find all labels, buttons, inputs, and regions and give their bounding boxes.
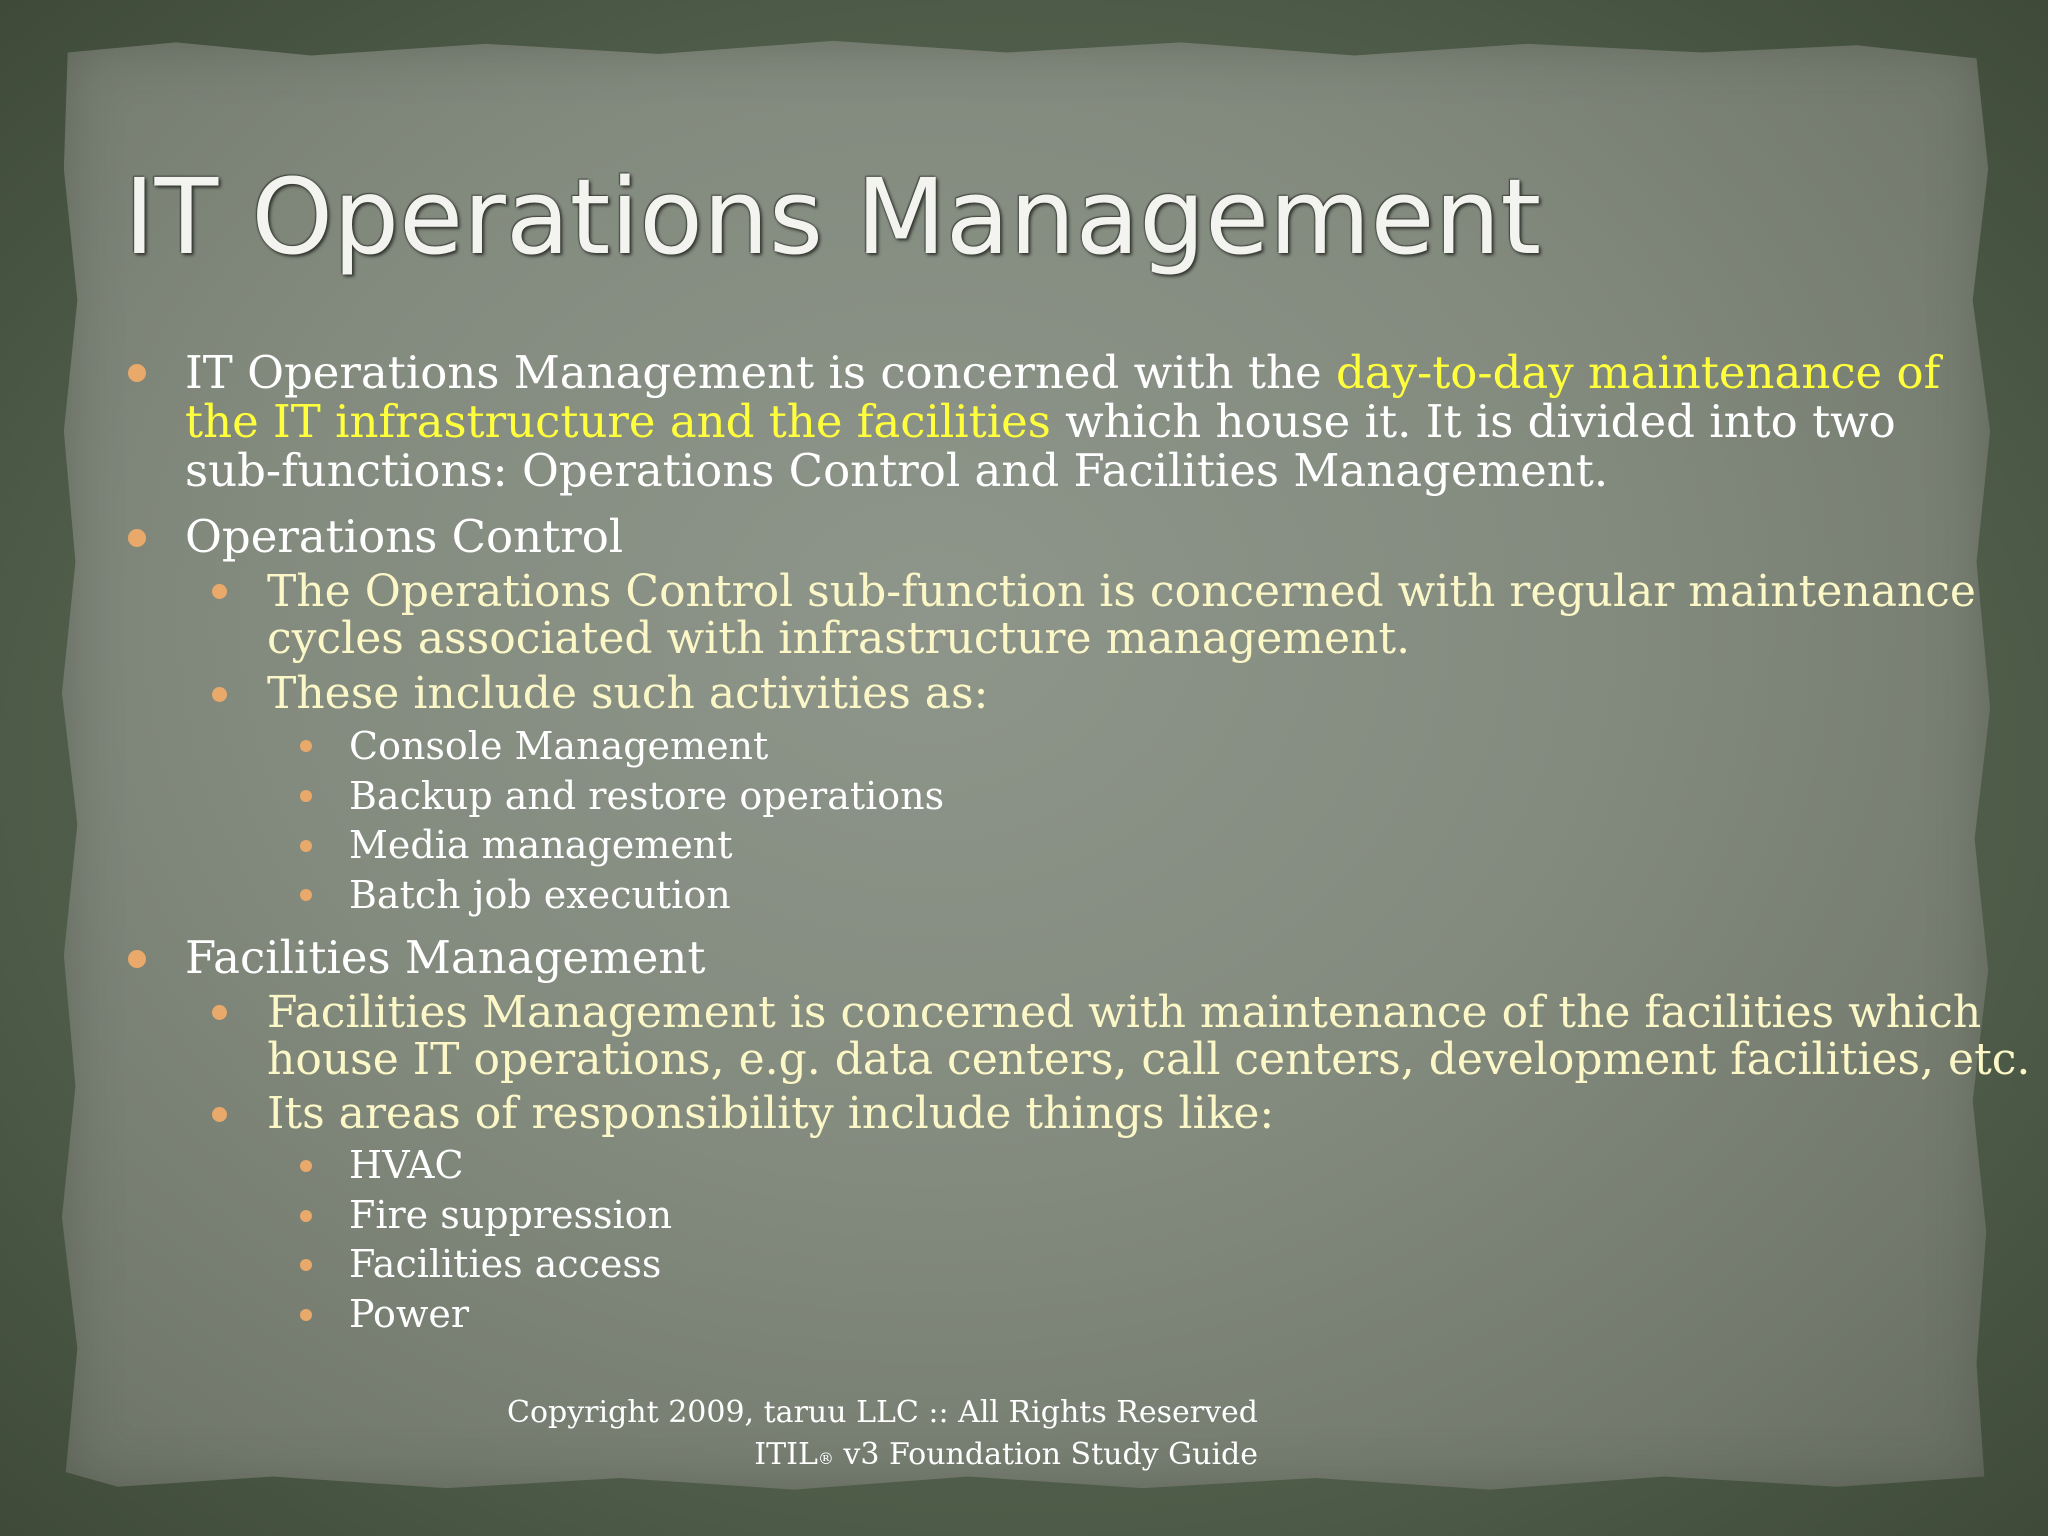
operations-control-heading: Operations Control [185, 510, 624, 563]
fm-desc-line-1: Facilities Management is concerned with maintenance of the facilities which [267, 987, 1982, 1038]
bullet-icon [212, 1005, 227, 1020]
bullet-icon [128, 529, 146, 547]
area-item: Fire suppression [349, 1193, 673, 1237]
operations-control-description [267, 568, 1976, 662]
intro-highlight-2: the IT infrastructure and the facilities [185, 395, 1051, 448]
copyright-line: Copyright 2009, taruu LLC :: All Rights Reserved [506, 1395, 1258, 1430]
intro-highlight-1: day-to-day maintenance of [1335, 346, 1941, 399]
intro-line-3: sub-functions: Operations Control and Facilities Management. [185, 444, 1609, 497]
activity-item: Backup and restore operations [349, 774, 945, 818]
intro-text-after: which house it. It is divided into two [1050, 395, 1896, 448]
slide-title: IT Operations Management [124, 156, 1542, 278]
activity-item: Media management [349, 823, 733, 867]
bullet-icon [300, 1210, 312, 1222]
bullet-icon [212, 1107, 227, 1122]
area-item: HVAC [349, 1143, 464, 1187]
study-guide-line [507, 1434, 1258, 1476]
bullet-icon [300, 1160, 312, 1172]
bullet-icon [212, 584, 227, 599]
activity-item: Console Management [349, 724, 769, 768]
oc-desc-line-1: The Operations Control sub-function is concerned with regular maintenance [267, 566, 1976, 617]
area-item: Power [349, 1292, 470, 1336]
oc-desc-line-2: cycles associated with infrastructure management. [267, 613, 1411, 664]
bullet-icon [128, 364, 146, 382]
bullet-icon [300, 790, 312, 802]
bullet-icon [300, 740, 312, 752]
facilities-management-heading: Facilities Management [185, 931, 706, 984]
activities-heading: These include such activities as: [267, 668, 989, 719]
area-item: Facilities access [349, 1242, 662, 1286]
intro-line-1 [185, 348, 1940, 397]
bullet-icon [300, 1309, 312, 1321]
intro-line-2 [185, 397, 1940, 446]
registered-mark: ® [817, 1449, 834, 1468]
itil-text: ITIL [754, 1437, 818, 1472]
bullet-icon [300, 889, 312, 901]
intro-paragraph [185, 348, 1940, 495]
intro-text-before: IT Operations Management is concerned with the [185, 346, 1336, 399]
bullet-icon [300, 1259, 312, 1271]
areas-heading: Its areas of responsibility include things like: [267, 1088, 1275, 1139]
bullet-icon [128, 950, 146, 968]
facilities-management-description [267, 989, 2030, 1083]
activity-item: Batch job execution [349, 873, 731, 917]
bullet-icon [212, 687, 227, 702]
study-guide-text: v3 Foundation Study Guide [833, 1437, 1258, 1472]
bullet-icon [300, 840, 312, 852]
fm-desc-line-2: house IT operations, e.g. data centers, call centers, development facilities, etc. [267, 1034, 2031, 1085]
footer [507, 1392, 1258, 1476]
